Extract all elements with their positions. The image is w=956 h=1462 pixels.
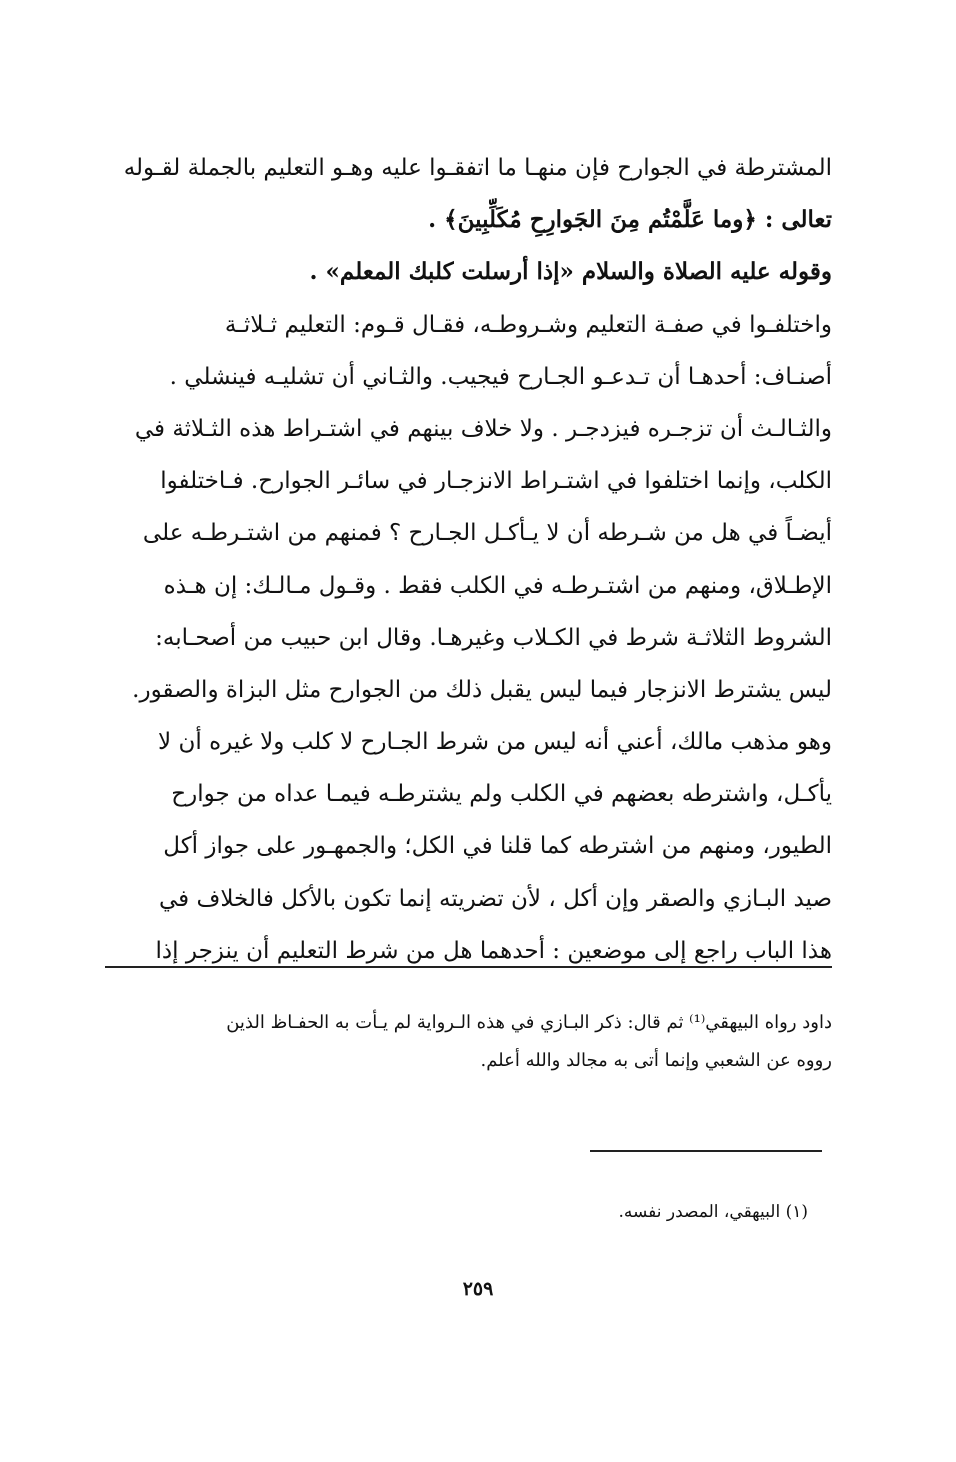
text-line: واختلفـوا في صفـة التعليم وشـروطـه، فقـال قـوم: التعليم ثـلاثـة [224, 311, 832, 338]
notes-block [105, 1004, 832, 1080]
text-line: أيضـاً في هل من شـرطه أن لا يـأكـل الجـارح ؟ فمنهم من اشتـرطـه على [142, 520, 832, 547]
quran-verse-line: تعالى : ﴿وما عَلَّمْتُم مِنَ الجَوارِحِ مُكَلِّبِينَ﴾ . [428, 206, 832, 234]
text-line: أصنـاف: أحدهـا أن تـدعـو الجـارح فيجيب. والثـاني أن تشليـه فينشلي . [169, 363, 832, 390]
text-line: صيد البـازي والصقر وإن أكل ، لأن تضريته إنما تكون بالأكل فالخلاف في [159, 885, 832, 912]
text-line: الإطـلاق، ومنهم من اشتـرطـه في الكلب فقط . وقـول مـالـك: إن هـذه [163, 572, 832, 599]
notes-separator [105, 966, 832, 968]
text-line: الطيور، ومنهم من اشترطه كما قلنا في الكل؛ والجمهـور على جواز أكل [163, 833, 832, 860]
text-line: هذا الباب راجع إلى موضعين : أحدهما هل من شرط التعليم أن ينزجر إذا [155, 937, 832, 964]
footnote-separator [590, 1150, 822, 1152]
note-line: رووه عن الشعبي وإنما أتى به مجالد والله أعلم. [480, 1050, 832, 1071]
text-line: والثـالـث أن تزجـره فيزدجـر . ولا خلاف بينهم في اشتـراط هذه الثـلاثة في [134, 415, 832, 442]
text-line: يأكـل، واشترطه بعضهم في الكلب ولم يشترطـه فيمـا عداه من جوارح [171, 781, 832, 808]
hadith-line: وقوله عليه الصلاة والسلام «إذا أرسلت كلبك المعلم» . [309, 258, 832, 286]
text-line: ليس يشترط الانزجار فيما ليس يقبل ذلك من الجوارح مثل البزاة والصقور. [132, 676, 832, 703]
page-number: ٢٥٩ [462, 1278, 494, 1300]
main-text-block [105, 142, 832, 977]
text-line: وهو مذهب مالك، أعني أنه ليس من شرط الجـارح لا كلب ولا غيره أن لا [158, 729, 832, 756]
footnote: (١) البيهقي، المصدر نفسه. [618, 1202, 808, 1222]
note-line: داود رواه البيهقي⁽¹⁾ ثم قال: ذكر البـازي في هذه الـرواية لم يـأت به الحفـاظ الذين [226, 1012, 832, 1033]
text-line: الكلب، وإنما اختلفوا في اشتـراط الانزجـار في سائـر الجوارح. فـاختلفوا [160, 468, 832, 495]
text-line: الشروط الثلاثـة شرط في الكـلاب وغيرهـا. وقال ابن حبيب من أصحـابه: [155, 624, 832, 651]
text-line: المشترطة في الجوارح فإن منهـا ما اتفقـوا عليه وهـو التعليم بالجملة لقـوله [123, 155, 832, 181]
